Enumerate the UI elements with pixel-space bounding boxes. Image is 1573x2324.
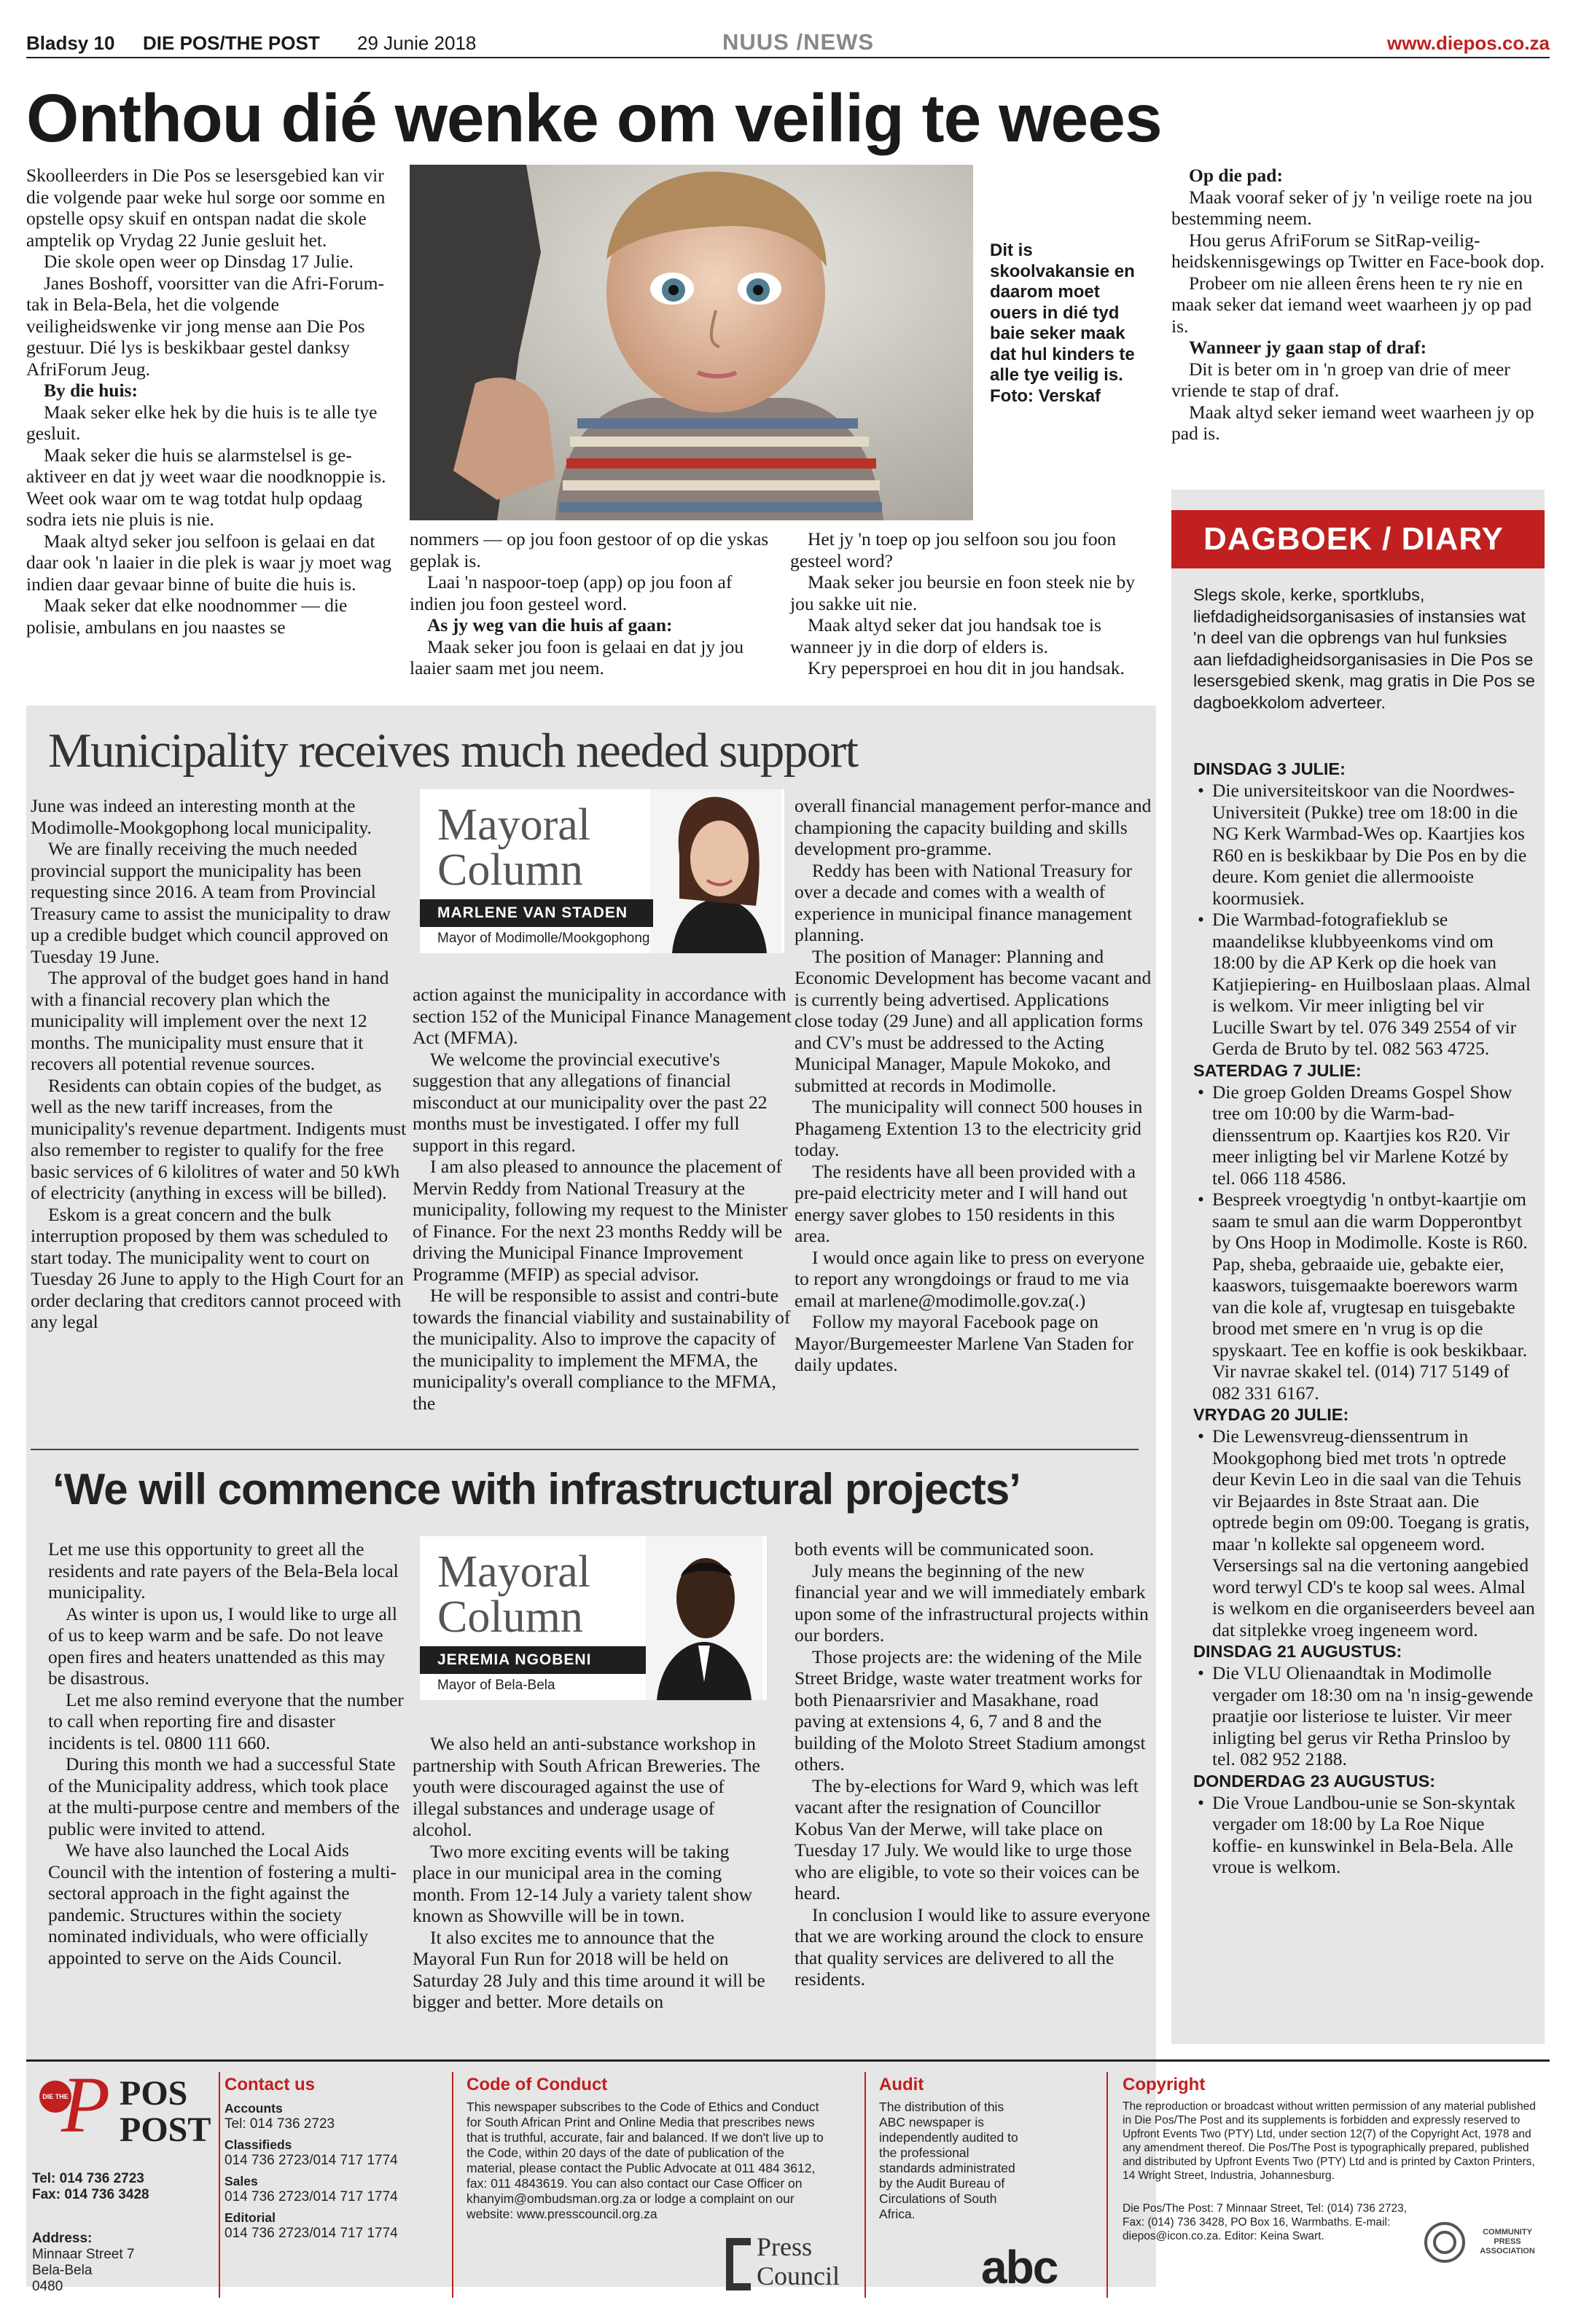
- article1-col1-paragraph: Die skole open weer op Dinsdag 17 Julie.: [44, 251, 354, 272]
- article1-col1-paragraph: Maak seker die huis se alarmstelsel is ge-aktiveer en dat jy weet waar die noodknoppie is. Weet ook waar om te wag totdat hulp opdaag sodra iets nie pluis is nie.: [26, 444, 386, 530]
- article2-col1-paragraph: We are finally receiving the much needed provincial support the municipality has been requesting since 2016. A team from Provincial Treasury came to assist the municipality to draw up a credible budget which council approved on Tuesday 19 June.: [31, 838, 391, 967]
- article1-col2-paragraph: nommers — op jou foon gestoor of op die yskas geplak is.: [410, 528, 769, 571]
- diary-item: • Die groep Golden Dreams Gospel Show tree om 10:00 by die Warm-bad-dienssentrum op. Kaartjies kos R20. Vir meer inligting bel vir Marlene Kotzé by tel. 066 118 4586.: [1193, 1081, 1536, 1189]
- article2-col2: [413, 984, 792, 1414]
- footer-address-1: Minnaar Street 7: [32, 2247, 135, 2262]
- article1-col2-paragraph: As jy weg van die huis af gaan:: [427, 614, 673, 635]
- article3-col1-paragraph: Let me also remind everyone that the number to call when reporting fire and disaster incidents is tel. 0800 111 660.: [48, 1689, 404, 1753]
- article2-col1-paragraph: The approval of the budget goes hand in hand with a financial recovery plan which the municipality will implement over the next 12 months. The municipality must ensure that it recovers all potential revenue sources.: [31, 967, 389, 1074]
- diary-box: [1171, 490, 1545, 2044]
- child-photo-illustration: [410, 165, 973, 520]
- mayoral-column-badge-1: Mayoral Column MARLENE VAN STADEN Mayor of Modimolle/Mookgophong: [420, 789, 784, 953]
- die-pos-logo: [39, 2060, 211, 2155]
- page-label: Bladsy 10: [26, 32, 115, 54]
- copyright-title: Copyright: [1123, 2075, 1206, 2094]
- footer-fax: Fax: 014 736 3428: [32, 2187, 149, 2202]
- article2-col2-paragraph: We welcome the provincial executive's suggestion that any allegations of financial misconduct at our municipality over the past 22 months must be investigated. I offer my full support in this regard.: [413, 1048, 768, 1156]
- diary-day-list: [1193, 1081, 1536, 1404]
- article2-col3-paragraph: I would once again like to press on everyone to report any wrongdoings or fraud to me via email at marlene@modimolle.gov.za(.): [795, 1246, 1145, 1311]
- article3-col2-paragraph: Two more exciting events will be taking place in our municipal area in the coming month. From 12-14 July a variety talent show known as Showville will be in town.: [413, 1840, 753, 1926]
- article1-col3-paragraph: Kry pepersproei en hou dit in jou handsak.: [808, 657, 1125, 678]
- mayor-photo-2: [646, 1536, 762, 1700]
- article3-col2: [413, 1733, 770, 2013]
- copyright-text: The reproduction or broadcast without written permission of any material published in Die Pos/The Post and its supplements is forbidden and expressly reserved to Upfront Events Two (PTY) Ltd, under section 12(7) of the Copyright Act, 1978 and any amendment thereof. Die Pos/The Post is typographically prepared, published and distributed by Upfront Events Two (PTY) Ltd and is printed by Caxton Printers, 14 Wright Street, Industria, Johannesburg.: [1123, 2100, 1536, 2182]
- masthead: [26, 29, 1550, 58]
- article2-col2-paragraph: I am also pleased to announce the placement of Mervin Reddy from National Treasury at the municipality, following my request to the Minister of Finance. For the next 23 months Reddy will be driving the Municipal Finance Improvement Programme (MFIP) as special advisor.: [413, 1156, 788, 1285]
- logo-p: P: [61, 2060, 111, 2149]
- article1-col1-paragraph: Maak seker elke hek by die huis is te alle tye gesluit.: [26, 401, 378, 444]
- logo-os: POS: [120, 2074, 188, 2113]
- diary-item: • Die universiteitskoor van die Noordwes-Universiteit (Pukke) tree om 18:00 in die NG Kerk Warmbad-Wes op. Kaartjies kos R60 en is beskikbaar by Die Pos en by die deure. Kom geniet die allermooiste koormusiek.: [1193, 780, 1536, 909]
- article2-col2-paragraph: He will be responsible to assist and contri-bute towards the financial viability and sustainability of the municipality. Also to improve the capacity of the municipality to implement the MFMA, the municipality's overall compliance to the MFMA, the: [413, 1285, 791, 1414]
- article1-col2: [410, 528, 776, 679]
- article2-col3: [795, 795, 1152, 1376]
- article2-col3-paragraph: The residents have all been provided with a pre-paid electricity meter and I will hand out energy saver globes to 150 residents in this area.: [795, 1160, 1136, 1246]
- article1-col3-paragraph: Maak altyd seker dat jou handsak toe is wanneer jy in die dorp of elders is.: [790, 614, 1101, 657]
- footer-address-3: 0480: [32, 2279, 63, 2294]
- article1-col2-paragraph: Laai 'n naspoor-toep (app) op jou foon af indien jou foon gesteel word.: [410, 571, 733, 614]
- article1-col4-paragraph: Maak altyd seker iemand weet waarheen jy op pad is.: [1171, 401, 1534, 444]
- paper-name: DIE POS/THE POST: [143, 32, 320, 54]
- diary-day-heading: DONDERDAG 23 AUGUSTUS:: [1193, 1771, 1436, 1791]
- article1-col1-paragraph: Maak altyd seker jou selfoon is gelaai en dat daar ook 'n laaier in die plek is waar jy moet wag indien daar gevaar binne of buite die huis is.: [26, 530, 391, 595]
- article2-col3-paragraph: Follow my mayoral Facebook page on Mayor/Burgemeester Marlene Van Staden for daily updates.: [795, 1311, 1134, 1375]
- article3-col1-paragraph: Let me use this opportunity to greet all the residents and rate payers of the Bela-Bela local municipality.: [48, 1538, 399, 1603]
- diary-item: • Bespreek vroegtydig 'n ontbyt-kaartjie om saam te smul aan die warm Dopperontbyt by Ons Hoop in Modimolle. Koste is R60. Pap, sheba, gebraaide uie, gebakte eier, kaaswors, tuisgemaakte boerewors warm van die kole af, vrugtesap en tuisgebakte brood met smere en 'n vrug is op die spyskaart. Tee en koffie is ook beskikbaar. Vir navrae skakel tel. (014) 717 5149 of 082 331 6167.: [1193, 1189, 1536, 1404]
- diary-day-list: [1193, 780, 1536, 1060]
- article-divider: [31, 1449, 1139, 1450]
- contact-title: Contact us: [225, 2075, 316, 2094]
- article1-col4-paragraph: Maak vooraf seker of jy 'n veilige roete na jou bestemming neem.: [1171, 186, 1533, 229]
- article2-col1-paragraph: Residents can obtain copies of the budget, as well as the new tariff increases, from the municipality's revenue department. Indigents must also remember to register to qualify for the free basic services of 6 kilolitres of water and 50 kWh of electricity (anything in excess will be billed).: [31, 1074, 407, 1203]
- diary-item: • Die Lewensvreug-dienssentrum in Mookgophong bied met trots 'n optrede deur Kevin Leo in die saal van die Tehuis vir Bejaardes in 8ste Straat aan. Die optrede begin om 09:00. Toegang is gratis, maar 'n kollekte sal opgeneem word. Versersings sal na die vertoning aangebied word terwyl CD's te koop sal wees. Almal is welkom en die organiseerders beveel aan dat sitplekke vroeg ingeneem word.: [1193, 1425, 1536, 1640]
- footer-logo-col: [32, 2060, 211, 2301]
- footer-code: [467, 2075, 838, 2222]
- contact-value: 014 736 2723/014 717 1774: [225, 2153, 398, 2168]
- article1-col2-paragraph: Maak seker jou foon is gelaai en dat jy jou laaier saam met jou neem.: [410, 635, 744, 678]
- contact-label: Classifieds: [225, 2137, 292, 2152]
- article1-col1-paragraph: Skoolleerders in Die Pos se lesersgebied kan vir die volgende paar weke hul sorge oor somme en opstelle opsy skuif en ontspan nadat die skole amptelik op Vrydag 22 Junie gesluit het.: [26, 165, 386, 251]
- article3-col3-paragraph: both events will be communicated soon.: [795, 1538, 1094, 1560]
- article3-col2-paragraph: We also held an anti-substance workshop in partnership with South African Breweries. The youth were discouraged against the use of illegal substances and underage usage of alcohol.: [413, 1733, 760, 1840]
- article2-col3-paragraph: The municipality will connect 500 houses in Phagameng Extention 13 to the electricity grid today.: [795, 1096, 1143, 1160]
- article2-box: [26, 705, 1156, 2287]
- article3-headline: ‘We will commence with infrastructural projects’: [52, 1465, 1020, 1514]
- mayor-name-2: JEREMIA NGOBENI: [420, 1646, 646, 1674]
- logo-ost: POST: [120, 2110, 211, 2149]
- article1-headline: Onthou dié wenke om veilig te wees: [26, 80, 1162, 156]
- article2-col3-paragraph: The position of Manager: Planning and Economic Development has become vacant and is currently being advertised. Applications close today (29 June) and all application forms and CV's must be addressed to the Acting Municipal Manager, Mapule Mokoko, and submitted at records in Modimolle.: [795, 945, 1152, 1096]
- article3-col3-paragraph: Those projects are: the widening of the Mile Street Bridge, waste water treatment works for both Pienaarsrivier and Masakhane, road paving at extensions 4, 6, 7 and 8 and the building of the Moloto Street Stadium amongst others.: [795, 1646, 1146, 1775]
- article3-col1-paragraph: As winter is upon us, I would like to urge all of us to keep warm and be safe. Do not leave open fires and heaters unattended as this may be disastrous.: [48, 1603, 397, 1689]
- diary-day-list: [1193, 1662, 1536, 1770]
- photo-caption: Dit is skoolvakansie en daarom moet ouers in dié tyd baie seker maak dat hul kinders te alle tye veilig is. Foto: Verskaf: [990, 240, 1135, 406]
- child-photo: [410, 165, 973, 520]
- article3-col2-paragraph: It also excites me to announce that the Mayoral Fun Run for 2018 will be held on Saturday 28 July and this time around it will be bigger and better. More details on: [413, 1926, 765, 2012]
- cpa-logo: COMMUNITY PRESS ASSOCIATION: [1423, 2221, 1547, 2272]
- article3-col3-paragraph: July means the beginning of the new financial year and we will immediately embark upon some of the infrastructural projects within our borders.: [795, 1560, 1149, 1646]
- article1-col4-paragraph: Probeer om nie alleen êrens heen te ry nie en maak seker dat iemand weet waarheen jy op pad is.: [1171, 272, 1532, 337]
- footer-audit: [879, 2075, 1047, 2222]
- article3-col1-paragraph: We have also launched the Local Aids Council with the intention of fostering a multi-sectoral approach in the fight against the pandemic. Structures within the society nominated individuals, who were officially appointed to serve on the Aids Council.: [48, 1839, 397, 1968]
- audit-title: Audit: [879, 2075, 924, 2094]
- audit-text: The distribution of this ABC newspaper is independently audited to the professional standards administrated by the Audit Bureau of Circulations of South Africa.: [879, 2100, 1018, 2221]
- copyright-address: Die Pos/The Post: 7 Minnaar Street, Tel: (014) 736 2723, Fax: (014) 736 3428, PO Box 16, Warmbaths. E-mail: diepos@icon.co.za. Editor: Keina Swart.: [1123, 2202, 1408, 2242]
- contact-value: 014 736 2723/014 717 1774: [225, 2226, 398, 2241]
- press-council-logo: Press Council: [726, 2232, 843, 2298]
- diary-item: • Die VLU Olienaandtak in Modimolle vergader om 18:30 om na 'n insig-gewende praatjie oor listeriose te luister. Vir meer inligting bel gerus vir Retha Prinsloo by tel. 082 952 2188.: [1193, 1662, 1536, 1770]
- diary-day-heading: VRYDAG 20 JULIE:: [1193, 1405, 1349, 1424]
- diary-title: DAGBOEK / DIARY: [1171, 510, 1545, 568]
- article1-col1-paragraph: Maak seker dat elke noodnommer — die polisie, ambulans en jou naastes se: [26, 595, 348, 638]
- contact-value: 014 736 2723/014 717 1774: [225, 2189, 398, 2204]
- contact-label: Accounts: [225, 2101, 283, 2116]
- article1-col3-paragraph: Maak seker jou beursie en foon steek nie by jou sakke uit nie.: [790, 571, 1135, 614]
- diary-item: • Die Warmbad-fotografieklub se maandelikse klubbyeenkoms vind om 18:00 by die AP Kerk op die hoek van Katjiepiering- en Huilboslaan plaas. Almal is welkom. Vir meer inligting bel vir Lucille Swart by tel. 076 349 2554 of vir Gerda de Bruto by tel. 082 563 4725.: [1193, 909, 1536, 1060]
- website-link[interactable]: www.diepos.co.za: [1387, 32, 1550, 54]
- article2-col1-paragraph: June was indeed an interesting month at the Modimolle-Mookgophong local municipality.: [31, 795, 372, 838]
- issue-date: 29 Junie 2018: [357, 32, 477, 54]
- section-label: NUUS /NEWS: [722, 29, 875, 55]
- diary-day-list: [1193, 1425, 1536, 1640]
- footer-tel: Tel: 014 736 2723: [32, 2171, 144, 2186]
- article2-col2-paragraph: action against the municipality in accordance with section 152 of the Municipal Finance Management Act (MFMA).: [413, 984, 792, 1048]
- article3-col1: [48, 1538, 405, 1968]
- article1-col1-paragraph: By die huis:: [44, 380, 138, 401]
- article1-col3: [790, 528, 1155, 679]
- contact-value: Tel: 014 736 2723: [225, 2116, 335, 2132]
- article1-col1-paragraph: Janes Boshoff, voorsitter van die Afri-Forum-tak in Bela-Bela, het die volgende veiligheidswenke vir jong mense aan Die Pos gestuur. Dié lys is beskikbaar gestel danksy AfriForum Jeug.: [26, 272, 384, 380]
- article3-col3-paragraph: In conclusion I would like to assure everyone that we are working around the clock to ensure that quality services are delivered to all the residents.: [795, 1904, 1150, 1990]
- mayor-name-1: MARLENE VAN STADEN: [420, 899, 653, 927]
- mayor-role-2: Mayor of Bela-Bela: [437, 1675, 555, 1696]
- article1-col4-paragraph: Hou gerus AfriForum se SitRap-veilig-heidskennisgewings op Twitter en Face-book dop.: [1171, 229, 1545, 272]
- code-title: Code of Conduct: [467, 2075, 608, 2094]
- article1-col4-paragraph: Op die pad:: [1189, 165, 1283, 186]
- footer-address-label: Address:: [32, 2231, 93, 2246]
- diary-day-heading: DINSDAG 21 AUGUSTUS:: [1193, 1642, 1402, 1661]
- mayor-role-1: Mayor of Modimolle/Mookgophong: [437, 928, 650, 949]
- mayor-photo-1: [650, 789, 781, 953]
- article3-col3-paragraph: The by-elections for Ward 9, which was left vacant after the resignation of Councillor Kobus Van der Merwe, will take place on Tuesday 17 July. We would like to urge those who are eligible, to vote so their voices can be heard.: [795, 1775, 1140, 1904]
- diary-day-heading: DINSDAG 3 JULIE:: [1193, 759, 1346, 778]
- contact-label: Sales: [225, 2174, 258, 2188]
- diary-day-list: [1193, 1792, 1536, 1878]
- article2-col1-paragraph: Eskom is a great concern and the bulk interruption proposed by them was scheduled to start today. The municipality went to court on Tuesday 26 June to apply to the High Court for an order declaring that creditors cannot proceed with any legal: [31, 1203, 404, 1332]
- footer-copyright: [1123, 2075, 1545, 2243]
- contact-label: Editorial: [225, 2210, 276, 2225]
- press-council-bracket-icon: [726, 2238, 751, 2290]
- article1-col4-paragraph: Dit is beter om in 'n groep van drie of meer vriende te stap of draf.: [1171, 358, 1510, 401]
- abc-logo: abc: [981, 2241, 1058, 2293]
- diary-entries: [1193, 758, 1536, 1878]
- article2-col1: [31, 795, 410, 1333]
- cpa-emblem-icon: [1423, 2221, 1467, 2264]
- diary-intro: Slegs skole, kerke, sportklubs, liefdadigheidsorganisasies of instansies wat 'n deel van die opbrengs van hul funksies aan liefdadigheidsorganisasies in Die Pos se lesersgebied skenk, mag gratis in Die Pos se dagboekkolom adverteer.: [1193, 585, 1535, 712]
- article2-headline: Municipality receives much needed support: [48, 724, 858, 778]
- diary-day-heading: SATERDAG 7 JULIE:: [1193, 1060, 1362, 1080]
- article1-col4-paragraph: Wanneer jy gaan stap of draf:: [1189, 337, 1427, 358]
- article2-col3-paragraph: overall financial management perfor-mance and championing the capacity building and skills development pro-gramme.: [795, 795, 1152, 859]
- article1-col3-paragraph: Het jy 'n toep op jou selfoon sou jou foon gesteel word?: [790, 528, 1117, 571]
- footer: [26, 2059, 1550, 2307]
- contact-list: [225, 2101, 443, 2241]
- article3-col3: [795, 1538, 1152, 1990]
- logo-badge: DIE THE: [39, 2081, 71, 2113]
- article3-col1-paragraph: During this month we had a successful State of the Municipality address, which took place at the multi-purpose centre and members of the public were invited to attend.: [48, 1753, 400, 1839]
- code-text: This newspaper subscribes to the Code of Ethics and Conduct for South African Print and Online Media that prescribes news that is truthful, accurate, fair and balanced. If we don't live up to the Code, within 20 days of the date of publication of the material, please contact the Public Advocate at 011 484 3612, fax: 011 4843619. You can also contact our Case Officer on khanyim@ombudsman.org.za or lodge a complaint on our website: www.presscouncil.org.za: [467, 2100, 824, 2221]
- diary-item: • Die Vroue Landbou-unie se Son-skyntak vergader om 18:00 by La Roe Nique koffie- en kunswinkel in Bela-Bela. Alle vroue is welkom.: [1193, 1792, 1536, 1878]
- footer-contact: [225, 2075, 443, 2241]
- mayoral-column-badge-2: Mayoral Column JEREMIA NGOBENI Mayor of Bela-Bela: [420, 1536, 767, 1700]
- article1-col1: [26, 165, 394, 638]
- footer-address-2: Bela-Bela: [32, 2263, 93, 2278]
- article2-col3-paragraph: Reddy has been with National Treasury for over a decade and comes with a wealth of experience in municipal finance management planning.: [795, 859, 1133, 945]
- article1-col4: [1171, 165, 1545, 445]
